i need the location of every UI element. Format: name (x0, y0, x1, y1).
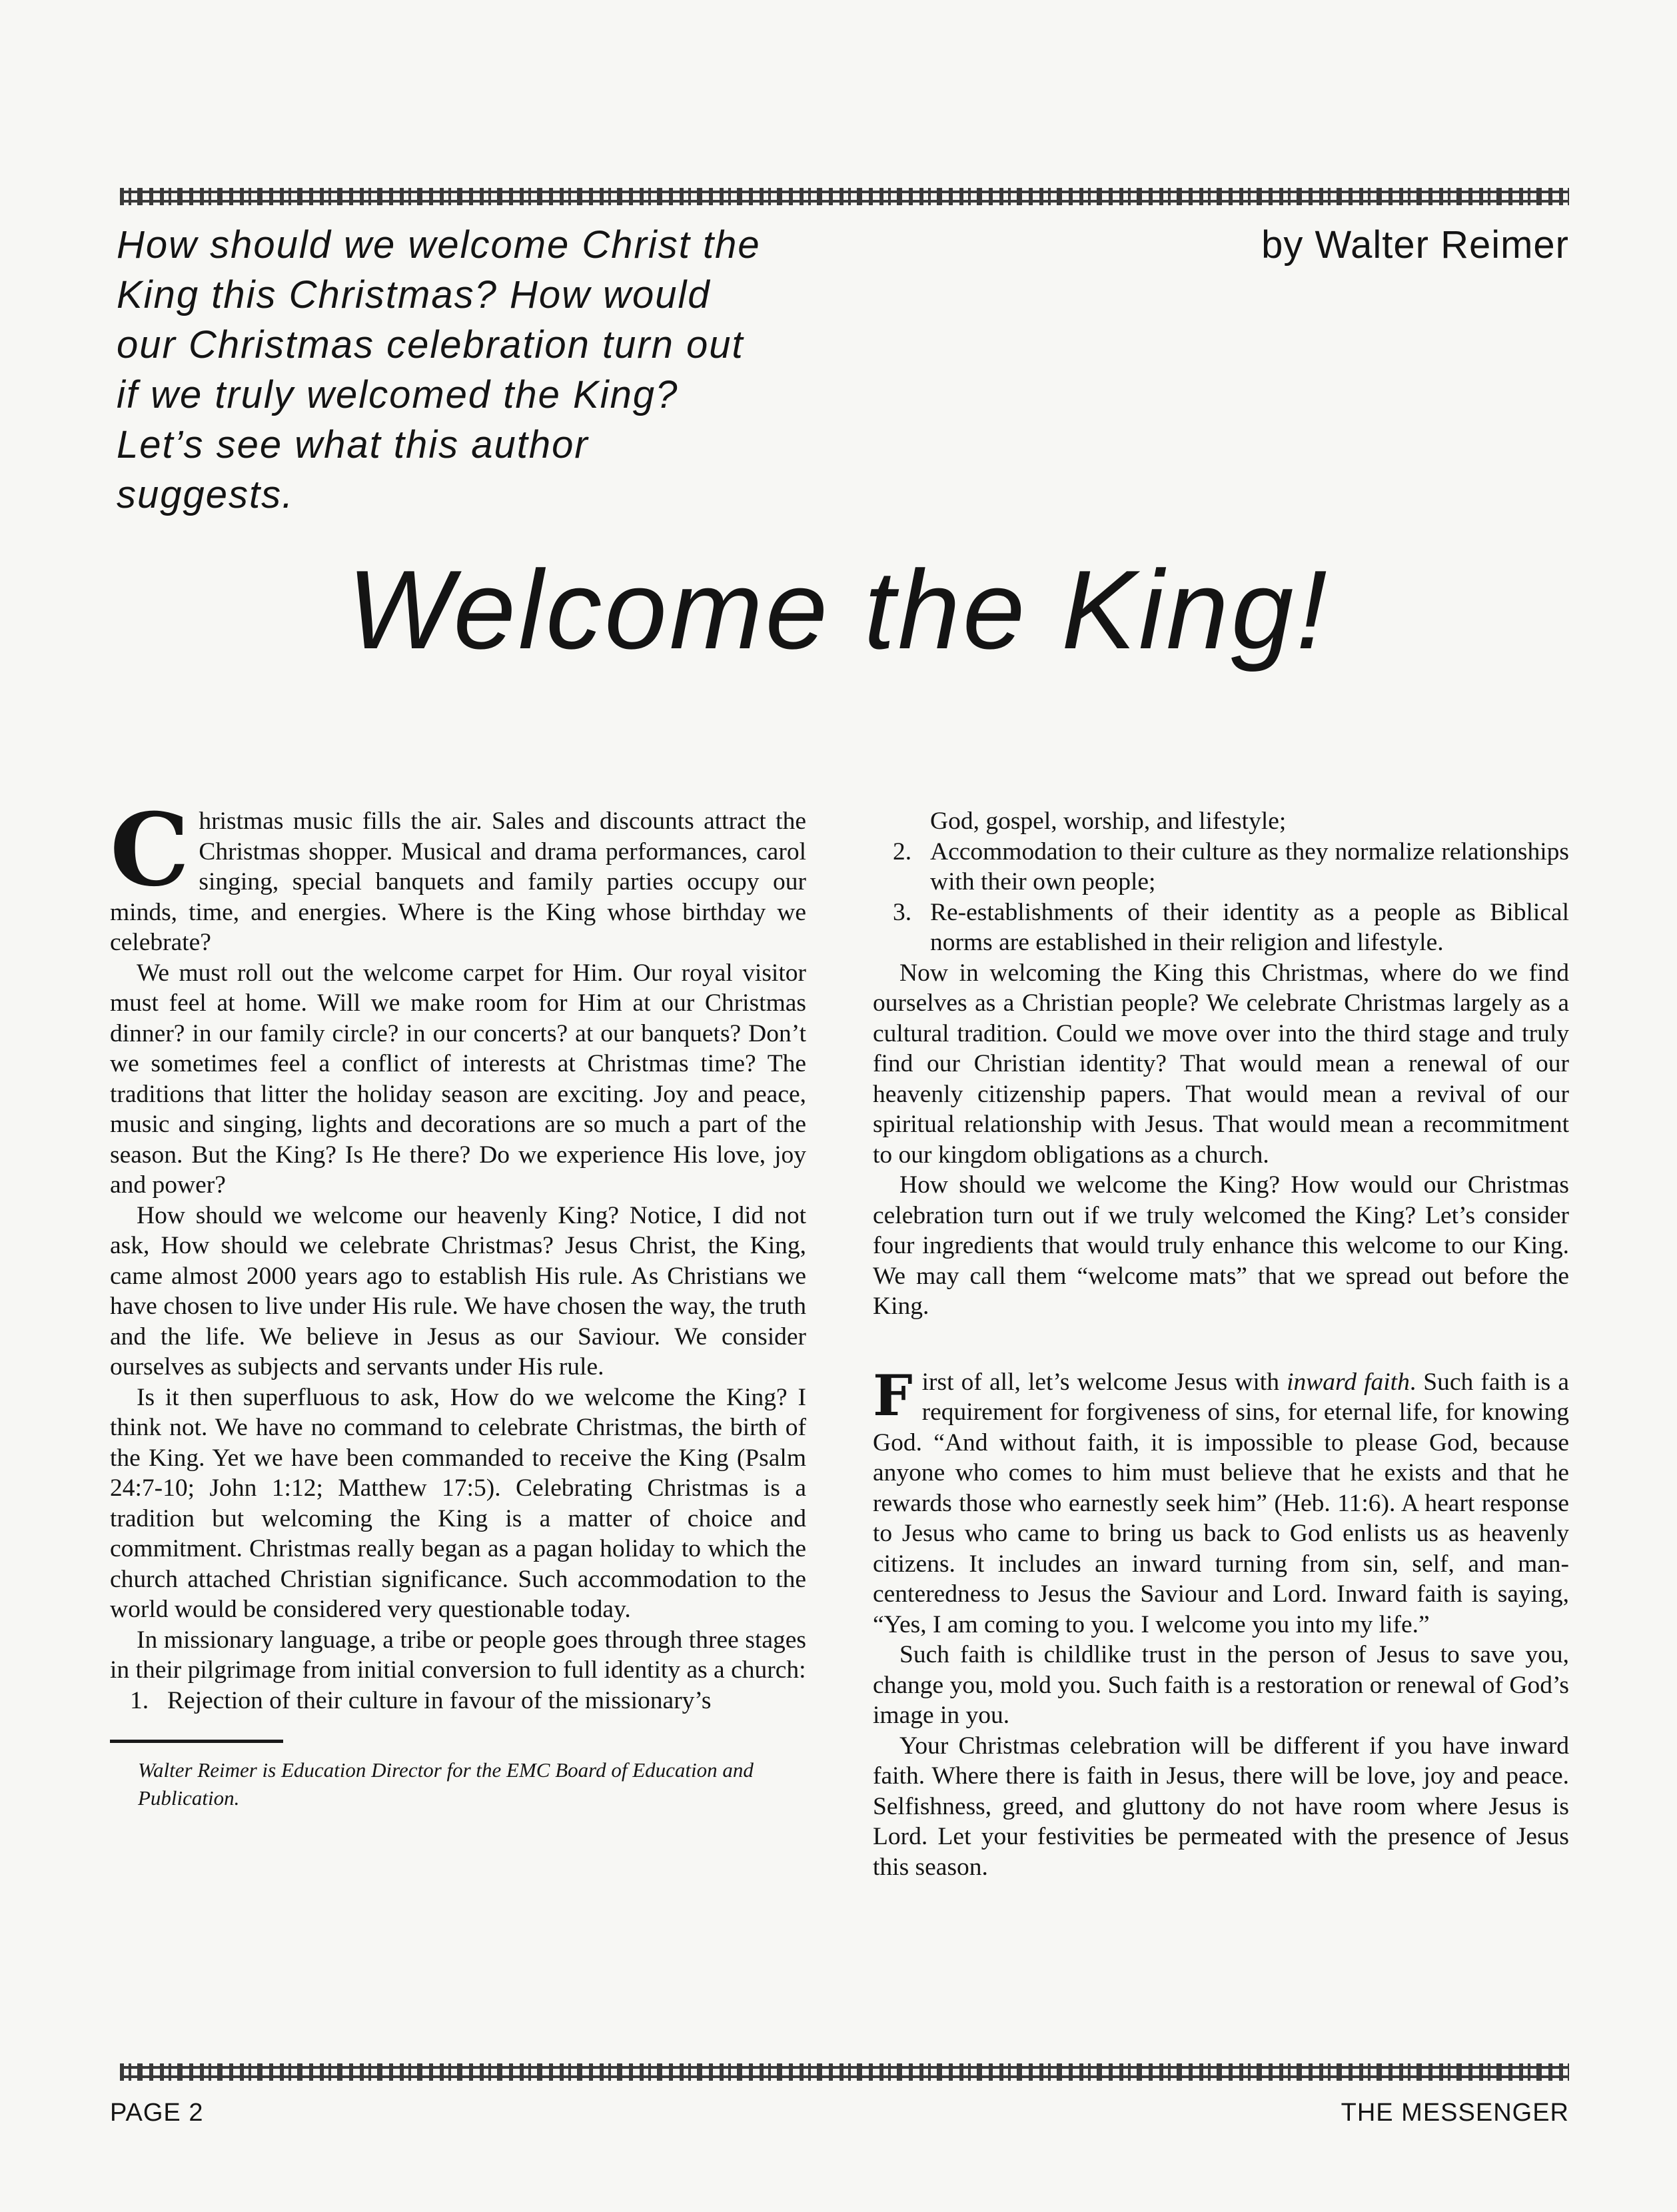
intro-deck: How should we welcome Christ the King this Christmas? How would our Christmas celebration turn out if we truly welcomed the King? Let’s see what this author suggests. (117, 223, 761, 516)
paragraph: How should we welcome the King? How would our Christmas celebration turn out if we truly welcomed the King? Let’s consider four ingredients that would truly enhance this welcome to our King. We may call them “welcome mats” that we spread out before the King. (873, 1171, 1569, 1320)
list-item: 1. Rejection of their culture in favour of the missionary’s (130, 1686, 712, 1714)
publication-name: THE MESSENGER (1341, 2099, 1569, 2127)
section-spacer (873, 1322, 1569, 1367)
drop-cap: F (873, 1362, 913, 1428)
list-item: 2. Accommodation to their culture as they normalize relationships with their own people; (893, 837, 1569, 895)
paragraph: First of all, let’s welcome Jesus with inward faith. Such faith is a requirement for forgiveness of sins, for eternal life, for knowing God. “And without faith, it is impossible to please God, because anyone who comes to him must believe that he exists and that he rewards those who earnestly seek him” (Heb. 11:6). A heart response to Jesus who came to bring us back to God enlists us as heavenly citizens. It includes an inward turning from sin, self, and man-centeredness to Jesus the Saviour and Lord. Inward faith is saying, “Yes, I am coming to you. I welcome you into my life.” (873, 1362, 1569, 1638)
paragraph: How should we welcome our heavenly King? Notice, I did not ask, How should we celebrate Christmas? Jesus Christ, the King, came almost 2000 years ago to establish His rule. As Christians we have chosen to live under His rule. We have chosen the way, the truth and the life. We believe in Jesus as our Saviour. We consider ourselves as subjects and servants under His rule. (110, 1201, 806, 1381)
left-column (110, 792, 806, 1812)
right-column (873, 806, 1569, 1882)
paragraph: Christmas music fills the air. Sales and discounts attract the Christmas shopper. Musical and drama performances, carol singing, special banquets and family parties occupy our minds, time, and energies. Where is the King whose birthday we celebrate? (110, 792, 806, 956)
paragraph: Your Christmas celebration will be different if you have inward faith. Where there is faith in Jesus, there will be love, joy and peace. Selfishness, greed, and gluttony do not have room where Jesus is Lord. Let your festivities be permeated with the presence of Jesus this season. (873, 1732, 1569, 1881)
drop-cap: C (110, 792, 190, 909)
article-title: Welcome the King! (347, 547, 1330, 672)
decorative-border-top (120, 188, 1569, 205)
paragraph: In missionary language, a tribe or people goes through three stages in their pilgrimage from initial conversion to full identity as a church: (110, 1626, 806, 1684)
paragraph: Such faith is childlike trust in the person of Jesus to save you, change you, mold you. Such faith is a restoration or renewal of God’s image in you. (873, 1641, 1569, 1729)
stages-list (110, 1686, 806, 1716)
paragraph: Now in welcoming the King this Christmas, where do we find ourselves as a Christian people? We celebrate Christmas largely as a cultural tradition. Could we move over into the third stage and truly find our Christian identity? That would mean a renewal of our heavenly citizenship papers. That would mean a revival of our spiritual relationship with Jesus. That would mean a recommitment to our kingdom obligations as a church. (873, 959, 1569, 1169)
decorative-border-bottom (120, 2063, 1569, 2081)
page-number: PAGE 2 (110, 2099, 204, 2127)
list-item: God, gospel, worship, and lifestyle; (930, 808, 1287, 835)
author-footnote: Walter Reimer is Education Director for the EMC Board of Education and Publication. (138, 1758, 754, 1810)
stages-list-continued (873, 806, 1569, 958)
list-item: 3. Re-establishments of their identity as a people as Biblical norms are established in their religion and lifestyle. (893, 898, 1569, 956)
byline: by Walter Reimer (1261, 223, 1569, 267)
paragraph: Is it then superfluous to ask, How do we welcome the King? I think not. We have no command to celebrate Christmas, the birth of the King. Yet we have been commanded to receive the King (Psalm 24:7-10; John 1:12; Matthew 17:5). Celebrating Christmas is a tradition but welcoming the King is a matter of choice and commitment. Christmas really began as a pagan holiday to which the church attached Christian significance. Such accommodation to the world would be considered very questionable today. (110, 1383, 806, 1623)
footnote-rule (110, 1740, 283, 1743)
paragraph: We must roll out the welcome carpet for Him. Our royal visitor must feel at home. Will we make room for Him at our Christmas dinner? in our family circle? in our concerts? at our banquets? Don’t we sometimes feel a conflict of interests at Christmas time? The traditions that litter the holiday season are exciting. Joy and peace, music and singing, lights and decorations are so much a part of the season. But the King? Is He there? Do we experience His love, joy and power? (110, 959, 806, 1199)
